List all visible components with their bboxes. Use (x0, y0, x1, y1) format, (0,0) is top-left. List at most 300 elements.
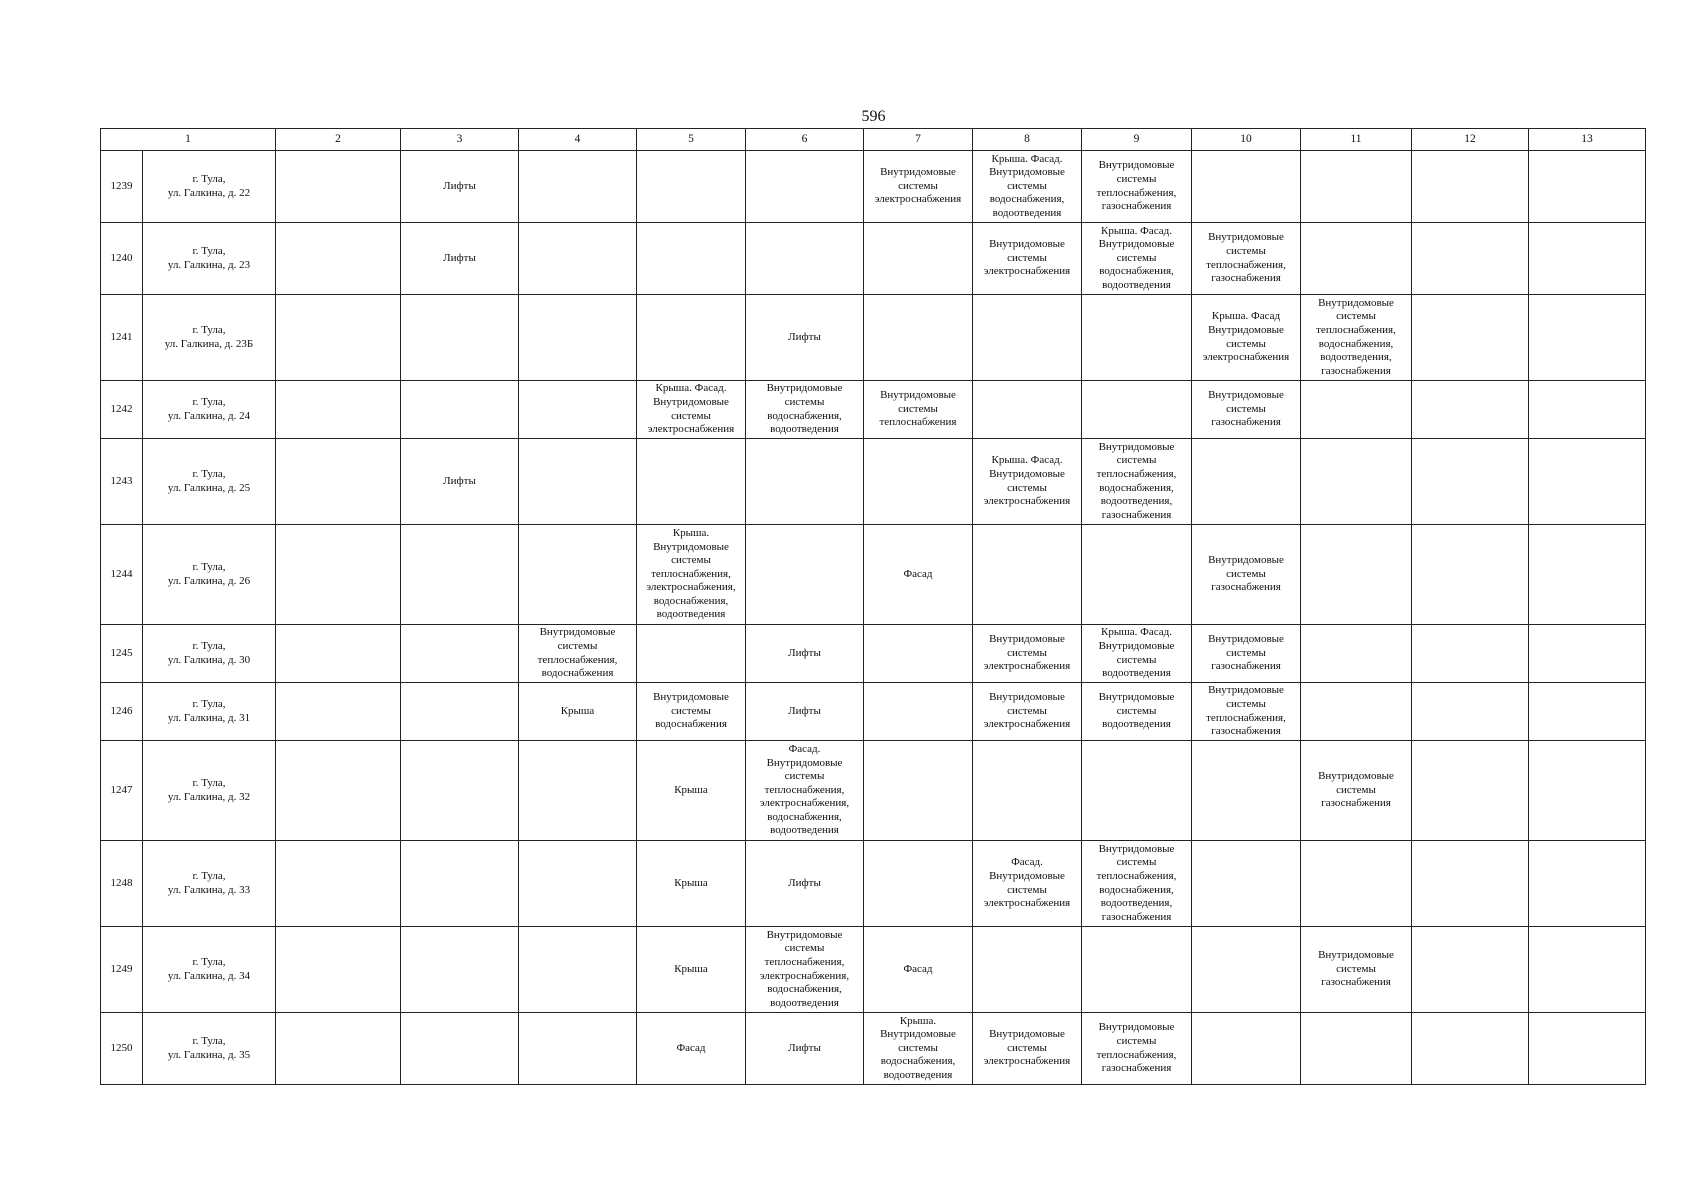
cell-text-line: системы (557, 639, 598, 652)
cell-text-line: Фасад. (788, 742, 821, 755)
work-cell-col-13 (1529, 381, 1646, 439)
row-number: 1241 (101, 295, 143, 381)
work-cell-col-11 (1301, 841, 1412, 927)
cell-text-line: газоснабжения (1321, 976, 1391, 989)
cell-text-line: Лифты (443, 474, 476, 487)
cell-text-line: водоотведения (1102, 667, 1171, 680)
cell-text-line: Крыша (674, 876, 708, 889)
cell-text-line: Крыша. (899, 1014, 937, 1027)
column-header-5: 5 (637, 129, 746, 151)
work-cell-col-8 (973, 741, 1082, 841)
work-cell-col-5 (637, 841, 746, 927)
work-cell-col-6 (746, 683, 864, 741)
work-cell-col-7 (864, 741, 973, 841)
work-cell-col-10 (1192, 625, 1301, 683)
work-cell-col-7 (864, 295, 973, 381)
column-header-13: 13 (1529, 129, 1646, 151)
cell-text-line: теплоснабжения (879, 416, 957, 429)
work-cell-col-12 (1412, 741, 1529, 841)
cell-text-line: газоснабжения (1321, 797, 1391, 810)
work-cell-col-2 (276, 525, 401, 625)
cell-text-line: Внутридомовые (1318, 949, 1394, 962)
row-number: 1244 (101, 525, 143, 625)
cell-text-line: системы (1336, 310, 1376, 323)
cell-text-line: электроснабжения, (759, 797, 850, 810)
work-cell-col-2 (276, 1013, 401, 1085)
cell-text-line: системы (1336, 783, 1376, 796)
work-cell-col-7 (864, 927, 973, 1013)
table-row (101, 841, 1646, 927)
work-cell-col-7 (864, 381, 973, 439)
cell-text-line: ул. Галкина, д. 30 (167, 653, 251, 666)
work-cell-col-7 (864, 525, 973, 625)
cell-text-line: Внутридомовые (1208, 323, 1284, 336)
address-cell (143, 223, 276, 295)
cell-text-line: водоотведения, (1100, 495, 1173, 508)
work-cell-col-9 (1082, 625, 1192, 683)
cell-text-line: водоснабжения, (1099, 481, 1174, 494)
work-cell-col-5 (637, 625, 746, 683)
cell-text-line: газоснабжения (1101, 508, 1172, 521)
cell-text-line: Фасад (903, 567, 933, 580)
cell-text-line: электроснабжения, (759, 969, 850, 982)
cell-text-line: г. Тула, (192, 172, 226, 185)
cell-text-line: Внутридомовые (1208, 554, 1284, 567)
cell-text-line: Внутридомовые (1208, 389, 1284, 402)
table-row (101, 1013, 1646, 1085)
cell-text-line: водоотведения (770, 996, 839, 1009)
cell-text-line: Крыша (674, 962, 708, 975)
cell-text-line: г. Тула, (192, 560, 226, 573)
row-number: 1247 (101, 741, 143, 841)
row-number: 1242 (101, 381, 143, 439)
work-cell-col-8 (973, 295, 1082, 381)
address-cell (143, 439, 276, 525)
work-cell-col-8 (973, 151, 1082, 223)
work-cell-col-4 (519, 841, 637, 927)
column-header-2: 2 (276, 129, 401, 151)
work-cell-col-4 (519, 295, 637, 381)
cell-text-line: Внутридомовые (653, 691, 729, 704)
cell-text-line: Внутридомовые (766, 756, 843, 769)
work-cell-col-3 (401, 927, 519, 1013)
work-cell-col-10 (1192, 525, 1301, 625)
work-cell-col-6 (746, 151, 864, 223)
work-cell-col-2 (276, 927, 401, 1013)
column-header-1: 1 (101, 129, 276, 151)
cell-text-line: ул. Галкина, д. 32 (167, 790, 251, 803)
work-cell-col-5 (637, 381, 746, 439)
work-cell-col-13 (1529, 295, 1646, 381)
cell-text-line: Внутридомовые (653, 395, 729, 408)
work-cell-col-7 (864, 841, 973, 927)
work-cell-col-11 (1301, 295, 1412, 381)
cell-text-line: г. Тула, (192, 776, 226, 789)
work-cell-col-12 (1412, 841, 1529, 927)
row-number: 1240 (101, 223, 143, 295)
cell-text-line: Лифты (443, 179, 476, 192)
address-cell (143, 625, 276, 683)
cell-text-line: Внутридомовые (766, 382, 843, 395)
work-cell-col-6 (746, 525, 864, 625)
work-cell-col-2 (276, 439, 401, 525)
address-cell (143, 841, 276, 927)
work-cell-col-11 (1301, 223, 1412, 295)
address-cell (143, 683, 276, 741)
cell-text-line: газоснабжения (1211, 416, 1281, 429)
work-cell-col-4 (519, 525, 637, 625)
work-cell-col-11 (1301, 439, 1412, 525)
address-cell (143, 295, 276, 381)
cell-text-line: газоснабжения (1321, 364, 1391, 377)
cell-text-line: г. Тула, (192, 639, 226, 652)
work-cell-col-6 (746, 295, 864, 381)
cell-text-line: газоснабжения (1211, 581, 1281, 594)
table-row (101, 151, 1646, 223)
cell-text-line: системы (898, 402, 938, 415)
work-cell-col-5 (637, 927, 746, 1013)
cell-text-line: системы (1116, 653, 1157, 666)
work-cell-col-12 (1412, 439, 1529, 525)
work-cell-col-7 (864, 439, 973, 525)
cell-text-line: водоотведения (992, 206, 1062, 219)
work-cell-col-2 (276, 683, 401, 741)
work-cell-col-12 (1412, 625, 1529, 683)
cell-text-line: Внутридомовые (1318, 770, 1394, 783)
cell-text-line: Лифты (443, 251, 476, 264)
cell-text-line: электроснабжения (874, 193, 962, 206)
work-cell-col-8 (973, 381, 1082, 439)
work-cell-col-10 (1192, 841, 1301, 927)
work-cell-col-8 (973, 683, 1082, 741)
row-number: 1239 (101, 151, 143, 223)
cell-text-line: газоснабжения (1101, 200, 1172, 213)
cell-text-line: ул. Галкина, д. 23Б (164, 337, 254, 350)
work-cell-col-8 (973, 927, 1082, 1013)
cell-text-line: Фасад. (1011, 856, 1043, 869)
column-header-11: 11 (1301, 129, 1412, 151)
work-cell-col-10 (1192, 223, 1301, 295)
cell-text-line: ул. Галкина, д. 33 (167, 883, 251, 896)
cell-text-line: Внутридомовые (1098, 842, 1175, 855)
cell-text-line: газоснабжения (1211, 272, 1281, 285)
cell-text-line: Крыша. Фасад. (991, 454, 1063, 467)
cell-text-line: Внутридомовые (1098, 639, 1175, 652)
cell-text-line: электроснабжения (1202, 351, 1290, 364)
work-cell-col-9 (1082, 841, 1192, 927)
cell-text-line: водоснабжения, (1099, 883, 1174, 896)
work-cell-col-2 (276, 741, 401, 841)
work-cell-col-13 (1529, 625, 1646, 683)
cell-text-line: Внутридомовые (989, 166, 1065, 179)
table-row (101, 683, 1646, 741)
work-cell-col-11 (1301, 625, 1412, 683)
cell-text-line: Внутридомовые (1208, 684, 1284, 697)
cell-text-line: водоснабжения (655, 718, 727, 731)
cell-text-line: теплоснабжения, (1096, 186, 1177, 199)
cell-text-line: системы (1226, 402, 1266, 415)
work-cell-col-11 (1301, 1013, 1412, 1085)
cell-text-line: системы (784, 942, 825, 955)
cell-text-line: Внутридомовые (1098, 691, 1175, 704)
cell-text-line: электроснабжения (647, 423, 735, 436)
cell-text-line: Лифты (788, 704, 821, 717)
work-cell-col-9 (1082, 1013, 1192, 1085)
cell-text-line: системы (1116, 704, 1157, 717)
cell-text-line: водоотведения (770, 423, 839, 436)
cell-text-line: теплоснабжения, (1096, 467, 1177, 480)
work-cell-col-7 (864, 223, 973, 295)
cell-text-line: Крыша (674, 783, 708, 796)
cell-text-line: водоснабжения (541, 667, 614, 680)
cell-text-line: ул. Галкина, д. 35 (167, 1048, 251, 1061)
cell-text-line: водоснабжения, (880, 1055, 956, 1068)
cell-text-line: системы (1007, 251, 1047, 264)
cell-text-line: Лифты (788, 330, 821, 343)
cell-text-line: Крыша. Фасад. (655, 382, 727, 395)
row-number: 1246 (101, 683, 143, 741)
cell-text-line: электроснабжения (983, 495, 1071, 508)
work-cell-col-10 (1192, 381, 1301, 439)
work-cell-col-8 (973, 841, 1082, 927)
work-cell-col-3 (401, 439, 519, 525)
work-cell-col-10 (1192, 741, 1301, 841)
work-cell-col-9 (1082, 525, 1192, 625)
work-cell-col-6 (746, 927, 864, 1013)
work-cell-col-5 (637, 439, 746, 525)
work-cell-col-2 (276, 625, 401, 683)
cell-text-line: системы (1116, 454, 1157, 467)
cell-text-line: Крыша. Фасад. (1101, 224, 1172, 237)
cell-text-line: г. Тула, (192, 467, 226, 480)
cell-text-line: системы (671, 704, 711, 717)
work-cell-col-13 (1529, 439, 1646, 525)
work-cell-col-13 (1529, 927, 1646, 1013)
work-cell-col-10 (1192, 295, 1301, 381)
work-cell-col-5 (637, 295, 746, 381)
cell-text-line: системы (898, 1041, 938, 1054)
work-cell-col-2 (276, 151, 401, 223)
cell-text-line: теплоснабжения, (1206, 711, 1286, 724)
cell-text-line: г. Тула, (192, 955, 226, 968)
work-cell-col-4 (519, 683, 637, 741)
work-cell-col-3 (401, 841, 519, 927)
table-row (101, 525, 1646, 625)
work-cell-col-6 (746, 625, 864, 683)
work-cell-col-3 (401, 223, 519, 295)
cell-text-line: водоснабжения, (767, 983, 842, 996)
cell-text-line: Внутридомовые (1318, 296, 1394, 309)
cell-text-line: системы (1336, 962, 1376, 975)
work-cell-col-2 (276, 381, 401, 439)
work-cell-col-3 (401, 1013, 519, 1085)
cell-text-line: Внутридомовые (1098, 159, 1175, 172)
work-cell-col-9 (1082, 741, 1192, 841)
column-header-9: 9 (1082, 129, 1192, 151)
cell-text-line: водоотведения (770, 824, 839, 837)
cell-text-line: водоотведения, (1100, 897, 1173, 910)
cell-text-line: газоснабжения (1211, 660, 1281, 673)
work-cell-col-7 (864, 151, 973, 223)
cell-text-line: Лифты (788, 876, 821, 889)
cell-text-line: системы (1116, 1034, 1157, 1047)
cell-text-line: системы (671, 409, 711, 422)
work-cell-col-12 (1412, 223, 1529, 295)
cell-text-line: Внутридомовые (1098, 238, 1175, 251)
column-header-8: 8 (973, 129, 1082, 151)
cell-text-line: Внутридомовые (539, 626, 616, 639)
column-header-7: 7 (864, 129, 973, 151)
work-cell-col-5 (637, 683, 746, 741)
header-row (101, 129, 1646, 151)
cell-text-line: ул. Галкина, д. 24 (167, 409, 251, 422)
column-header-10: 10 (1192, 129, 1301, 151)
work-cell-col-3 (401, 381, 519, 439)
cell-text-line: г. Тула, (192, 869, 226, 882)
address-cell (143, 741, 276, 841)
work-cell-col-4 (519, 741, 637, 841)
work-cell-col-12 (1412, 927, 1529, 1013)
work-cell-col-9 (1082, 295, 1192, 381)
cell-text-line: водоотведения (1102, 718, 1171, 731)
work-cell-col-4 (519, 439, 637, 525)
work-cell-col-13 (1529, 151, 1646, 223)
work-cell-col-9 (1082, 223, 1192, 295)
cell-text-line: Внутридомовые (989, 238, 1065, 251)
work-cell-col-13 (1529, 841, 1646, 927)
work-cell-col-8 (973, 625, 1082, 683)
work-cell-col-5 (637, 525, 746, 625)
work-cell-col-6 (746, 381, 864, 439)
cell-text-line: Лифты (788, 1041, 821, 1054)
cell-text-line: г. Тула, (192, 323, 226, 336)
cell-text-line: газоснабжения (1101, 910, 1172, 923)
cell-text-line: электроснабжения (983, 897, 1071, 910)
cell-text-line: Лифты (788, 646, 821, 659)
address-cell (143, 525, 276, 625)
cell-text-line: системы (1226, 567, 1266, 580)
work-cell-col-12 (1412, 1013, 1529, 1085)
cell-text-line: ул. Галкина, д. 23 (167, 258, 251, 271)
address-cell (143, 927, 276, 1013)
work-cell-col-2 (276, 295, 401, 381)
column-header-6: 6 (746, 129, 864, 151)
work-cell-col-11 (1301, 683, 1412, 741)
work-cell-col-12 (1412, 295, 1529, 381)
cell-text-line: системы (1226, 697, 1266, 710)
work-cell-col-6 (746, 741, 864, 841)
cell-text-line: г. Тула, (192, 697, 226, 710)
cell-text-line: ул. Галкина, д. 31 (167, 711, 251, 724)
work-cell-col-12 (1412, 381, 1529, 439)
work-cell-col-5 (637, 151, 746, 223)
cell-text-line: водоотведения (1102, 278, 1171, 291)
row-number: 1245 (101, 625, 143, 683)
table-row (101, 223, 1646, 295)
work-cell-col-3 (401, 741, 519, 841)
cell-text-line: системы (1007, 883, 1047, 896)
work-cell-col-4 (519, 927, 637, 1013)
cell-text-line: системы (1116, 251, 1157, 264)
work-cell-col-11 (1301, 927, 1412, 1013)
address-cell (143, 151, 276, 223)
cell-text-line: Внутридомовые (653, 540, 729, 553)
work-cell-col-3 (401, 151, 519, 223)
table-row (101, 741, 1646, 841)
cell-text-line: Крыша. (672, 526, 710, 539)
column-header-3: 3 (401, 129, 519, 151)
work-cell-col-8 (973, 439, 1082, 525)
cell-text-line: водоотведения, (1320, 351, 1392, 364)
work-cell-col-9 (1082, 683, 1192, 741)
cell-text-line: г. Тула, (192, 244, 226, 257)
row-number: 1250 (101, 1013, 143, 1085)
work-cell-col-4 (519, 1013, 637, 1085)
cell-text-line: Внутридомовые (880, 166, 956, 179)
cell-text-line: системы (1007, 704, 1047, 717)
cell-text-line: системы (1226, 337, 1266, 350)
row-number: 1248 (101, 841, 143, 927)
work-cell-col-4 (519, 223, 637, 295)
address-cell (143, 381, 276, 439)
work-cell-col-6 (746, 223, 864, 295)
cell-text-line: Фасад (903, 962, 933, 975)
cell-text-line: Внутридомовые (1098, 1021, 1175, 1034)
table-body (101, 151, 1646, 1085)
cell-text-line: электроснабжения (983, 1055, 1071, 1068)
column-header-4: 4 (519, 129, 637, 151)
work-cell-col-5 (637, 741, 746, 841)
work-cell-col-5 (637, 223, 746, 295)
work-cell-col-8 (973, 1013, 1082, 1085)
cell-text-line: системы (1116, 856, 1157, 869)
cell-text-line: ул. Галкина, д. 26 (167, 574, 251, 587)
cell-text-line: системы (784, 770, 825, 783)
cell-text-line: водоотведения (656, 608, 726, 621)
work-cell-col-10 (1192, 927, 1301, 1013)
cell-text-line: теплоснабжения, (764, 955, 845, 968)
work-cell-col-6 (746, 841, 864, 927)
cell-text-line: водоснабжения, (767, 810, 842, 823)
cell-text-line: теплоснабжения, (537, 653, 618, 666)
work-cell-col-5 (637, 1013, 746, 1085)
table-row (101, 439, 1646, 525)
cell-text-line: Внутридомовые (766, 928, 843, 941)
cell-text-line: системы (1007, 1041, 1047, 1054)
work-cell-col-12 (1412, 683, 1529, 741)
work-cell-col-13 (1529, 223, 1646, 295)
cell-text-line: теплоснабжения, (651, 567, 731, 580)
cell-text-line: ул. Галкина, д. 22 (167, 186, 251, 199)
table-row (101, 381, 1646, 439)
work-cell-col-10 (1192, 683, 1301, 741)
work-cell-col-13 (1529, 525, 1646, 625)
work-cell-col-10 (1192, 439, 1301, 525)
cell-text-line: водоснабжения, (767, 409, 842, 422)
cell-text-line: Внутридомовые (1208, 633, 1284, 646)
cell-text-line: водоснабжения, (653, 594, 729, 607)
work-cell-col-13 (1529, 683, 1646, 741)
repair-schedule-table (100, 128, 1646, 1085)
work-cell-col-7 (864, 625, 973, 683)
cell-text-line: системы (898, 179, 938, 192)
cell-text-line: Фасад (676, 1041, 706, 1054)
cell-text-line: электроснабжения, (646, 581, 736, 594)
work-cell-col-9 (1082, 927, 1192, 1013)
work-cell-col-11 (1301, 741, 1412, 841)
cell-text-line: ул. Галкина, д. 34 (167, 969, 251, 982)
table-row (101, 927, 1646, 1013)
